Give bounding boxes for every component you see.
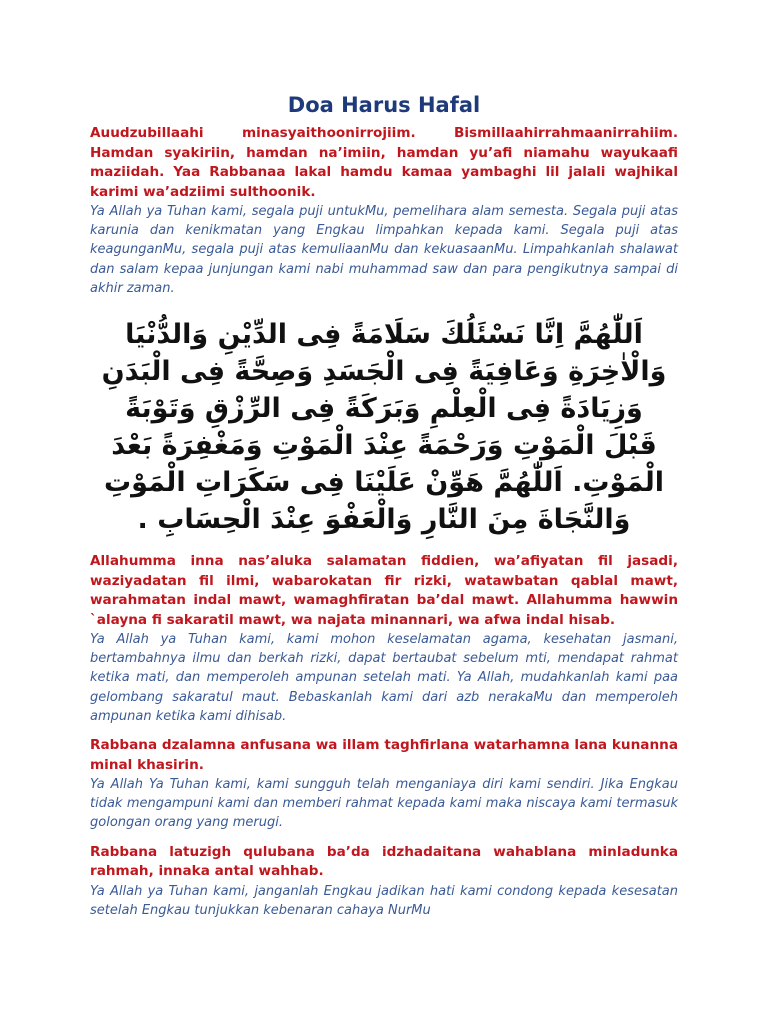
translation-text-2: Ya Allah ya Tuhan kami, kami mohon keselamatan agama, kesehatan jasmani, bertambahnya ilmu dan berkah rizki, dapat bertaubat sebelum mti, mendapat rahmat ketika mati, dan memperoleh ampunan setelah mati. Ya Allah, mudahkanlah kami paa gelombang sakaratul maut. Bebaskanlah kami dari azb nerakaMu dan memperoleh ampunan ketika kami dihisab.	[90, 632, 678, 724]
arabic-line: قَبْلَ الْمَوْتِ وَرَحْمَةً عِنْدَ الْمَوْتِ وَمَغْفِرَةً بَعْدَ	[111, 430, 657, 462]
arabic-line: وَالْاٰخِرَةِ وَعَافِيَةً فِى الْجَسَدِ وَصِحَّةً فِى الْبَدَنِ	[101, 356, 667, 388]
translation-text-3: Ya Allah Ya Tuhan kami, kami sungguh telah menganiaya diri kami sendiri. Jika Engkau tidak mengampuni kami dan memberi rahmat kepada kami maka niscaya kami termasuk golongan orang yang merugi.	[90, 777, 678, 831]
latin-text-4: Rabbana latuzigh qulubana ba’da idzhadaitana wahablana minladunka rahmah, innaka antal wahhab.	[90, 843, 678, 880]
latin-text-2: Allahumma inna nas’aluka salamatan fiddien, wa’afiyatan fil jasadi, waziyadatan fil ilmi, wabarokatan fir rizki, watawbatan qablal mawt, warahmatan indal mawt, wamaghfiratan ba’dal mawt. Allahumma hawwin `alayna fi sakaratil mawt, wa najata minannari, wa afwa indal hisab.	[90, 553, 678, 628]
arabic-line: وَزِيَادَةً فِى الْعِلْمِ وَبَرَكَةً فِى الرِّزْقِ وَتَوْبَةً	[125, 393, 643, 425]
arabic-line: الْمَوْتِ. اَللّٰهُمَّ هَوِّنْ عَلَيْنَا فِى سَكَرَاتِ الْمَوْتِ	[104, 467, 664, 499]
latin-text-3: Rabbana dzalamna anfusana wa illam taghfirlana watarhamna lana kunanna minal khasirin.	[90, 737, 678, 773]
arabic-line: وَالنَّجَاةَ مِنَ النَّارِ وَالْعَفْوَ عِنْدَ الْحِسَابِ .	[137, 504, 631, 536]
latin-text-1: Auudzubillaahi minasyaithoonirrojiim. Bismillaahirrahmaanirrahiim. Hamdan syakiriin, hamdan na’imiin, hamdan yu’afi niamahu wayukaafi maziidah. Yaa Rabbanaa lakal hamdu kamaa yambaghi lil jalali wajhikal karimi wa’adziimi sulthoonik.	[90, 125, 678, 200]
arabic-line: اَللّٰهُمَّ اِنَّا نَسْئَلُكَ سَلَامَةً فِى الدِّيْنِ وَالدُّنْيَا	[125, 319, 643, 351]
translation-text-4: Ya Allah ya Tuhan kami, janganlah Engkau jadikan hati kami condong kepada kesesatan setelah Engkau tunjukkan kebenaran cahaya NurMu	[90, 883, 678, 918]
document-page	[90, 90, 678, 920]
translation-text-1: Ya Allah ya Tuhan kami, segala puji untukMu, pemelihara alam semesta. Segala puji atas karunia dan kenikmatan yang Engkau limpahkan kepada kami. Segala puji atas keagunganMu, segala puji atas kemuliaanMu dan kekuasaanMu. Limpahkanlah shalawat dan salam kepaa junjungan kami nabi muhammad saw dan para pengikutnya sampai di akhir zaman.	[90, 204, 678, 296]
page-title: Doa Harus Hafal	[287, 93, 481, 117]
arabic-prayer	[90, 316, 678, 538]
